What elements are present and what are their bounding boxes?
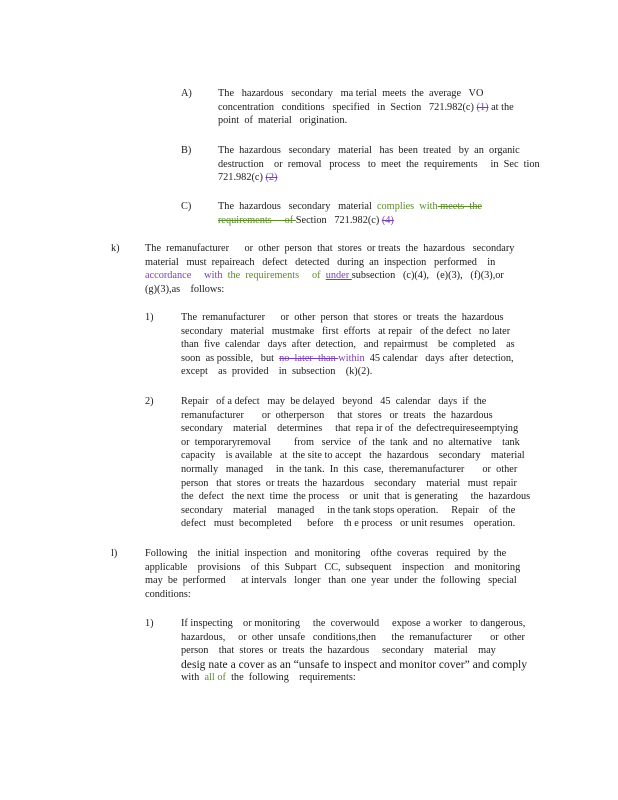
text-line: person that stores or treats the hazardous secondary material must repair	[181, 477, 517, 489]
item-label-A: A)	[181, 88, 192, 99]
text-run: Section 721.982(c)	[295, 214, 382, 226]
text-line	[218, 101, 514, 115]
subitem-k2-text	[181, 395, 530, 531]
text-line: conditions:	[145, 588, 191, 600]
inserted-text: the requirements of	[222, 270, 321, 282]
text-line: the defect the next time the process or unit that is generating the hazardous	[181, 491, 531, 503]
text-line: Repair of a defect may be delayed beyond 45 calendar days if the	[181, 396, 487, 407]
text-run: concentration conditions specified in Section 721.982(c)	[218, 101, 477, 113]
text-line	[181, 671, 527, 685]
text-line: normally managed in the tank. In this case, theremanufacturer or other	[181, 463, 518, 475]
subitem-k1-text	[181, 311, 515, 379]
text-line: defect must becompleted before th e process or unit resumes operation.	[181, 518, 516, 530]
deleted-text: (2)	[265, 172, 278, 184]
text-line	[181, 352, 515, 366]
item-label-C: C)	[181, 201, 192, 212]
text-line: material must repaireach defect detected during an inspection performed in	[145, 256, 496, 268]
item-C-text	[218, 200, 482, 227]
deleted-text: meets the	[437, 201, 482, 212]
text-run: the following requirements:	[225, 672, 356, 684]
text-line: The remanufacturer or other person that stores or treats the hazardous secondary	[145, 243, 515, 254]
section-k-text	[145, 242, 514, 296]
text-line: applicable provisions of this Subpart CC, subsequent inspection and monitoring	[145, 561, 521, 573]
text-line	[218, 200, 482, 214]
text-line: The hazardous secondary material has been treated by an organic	[218, 145, 520, 156]
item-label-B: B)	[181, 145, 192, 156]
text-line: Following the initial inspection and monitoring ofthe coveras required by the	[145, 548, 507, 559]
item-A-text	[218, 87, 514, 128]
text-line: person that stores or treats the hazardous secondary material may	[181, 645, 496, 657]
text-line: (g)(3),as follows:	[145, 283, 225, 295]
text-line: capacity is available at the site to accept the hazardous secondary material	[181, 450, 525, 462]
text-line: point of material origination.	[218, 115, 348, 127]
section-label-k: k)	[111, 243, 120, 254]
text-line: If inspecting or monitoring the coverwould expose a worker to dangerous,	[181, 618, 526, 629]
text-line: remanufacturer or otherperson that stores or treats the hazardous	[181, 409, 493, 421]
subitem-label-l1: 1)	[145, 618, 154, 629]
text-line: destruction or removal process to meet the requirements in Sec tion	[218, 158, 540, 170]
text-line: secondary material mustmake first efforts at repair of the defect no later	[181, 325, 511, 337]
text-run: subsection (c)(4), (e)(3), (f)(3),or	[351, 270, 504, 282]
subitem-l1-text	[181, 617, 527, 685]
text-line: or temporaryremoval from service of the tank and no alternative tank	[181, 436, 520, 448]
text-line	[218, 171, 540, 185]
text-line: secondary material determines that repa ir of the defectrequireseemptying	[181, 423, 519, 435]
inserted-text: complies with	[376, 201, 438, 212]
text-line: secondary material managed in the tank stops operation. Repair of the	[181, 504, 516, 516]
text-line: than five calendar days after detection, and repairmust be completed as	[181, 339, 515, 351]
inserted-text: all of	[204, 672, 226, 684]
text-line	[218, 214, 482, 228]
text-run: 721.982(c)	[218, 172, 266, 184]
subitem-label-k2: 2)	[145, 396, 154, 407]
deleted-text: (4)	[381, 214, 394, 226]
text-line: desig nate a cover as an “unsafe to inspect and monitor cover” and comply	[181, 657, 528, 671]
deleted-text: no later than	[279, 352, 339, 364]
deleted-text: requirements of	[218, 214, 296, 226]
text-run: with	[181, 672, 205, 684]
text-line: except as provided in subsection (k)(2).	[181, 366, 373, 378]
deleted-text: under	[325, 270, 352, 282]
text-run: at the	[488, 101, 514, 113]
text-line: The remanufacturer or other person that stores or treats the hazardous	[181, 312, 504, 323]
section-l-text	[145, 547, 520, 601]
text-line: hazardous, or other unsafe conditions,then the remanufacturer or other	[181, 631, 525, 643]
text-run: 45 calendar days after detection,	[364, 352, 514, 364]
item-B-text	[218, 144, 540, 185]
section-label-l: l)	[111, 548, 118, 559]
text-run: soon as possible, but	[181, 352, 280, 364]
text-line: The hazardous secondary ma terial meets the average VO	[218, 88, 484, 99]
text-run: The hazardous secondary material	[218, 201, 377, 212]
deleted-text: (1)	[476, 101, 489, 113]
subitem-label-k1: 1)	[145, 312, 154, 323]
inserted-text: within	[338, 352, 365, 364]
text-line	[145, 269, 514, 283]
inserted-text: accordance with	[145, 270, 223, 282]
text-line: may be performed at intervals longer than one year under the following special	[145, 575, 517, 587]
